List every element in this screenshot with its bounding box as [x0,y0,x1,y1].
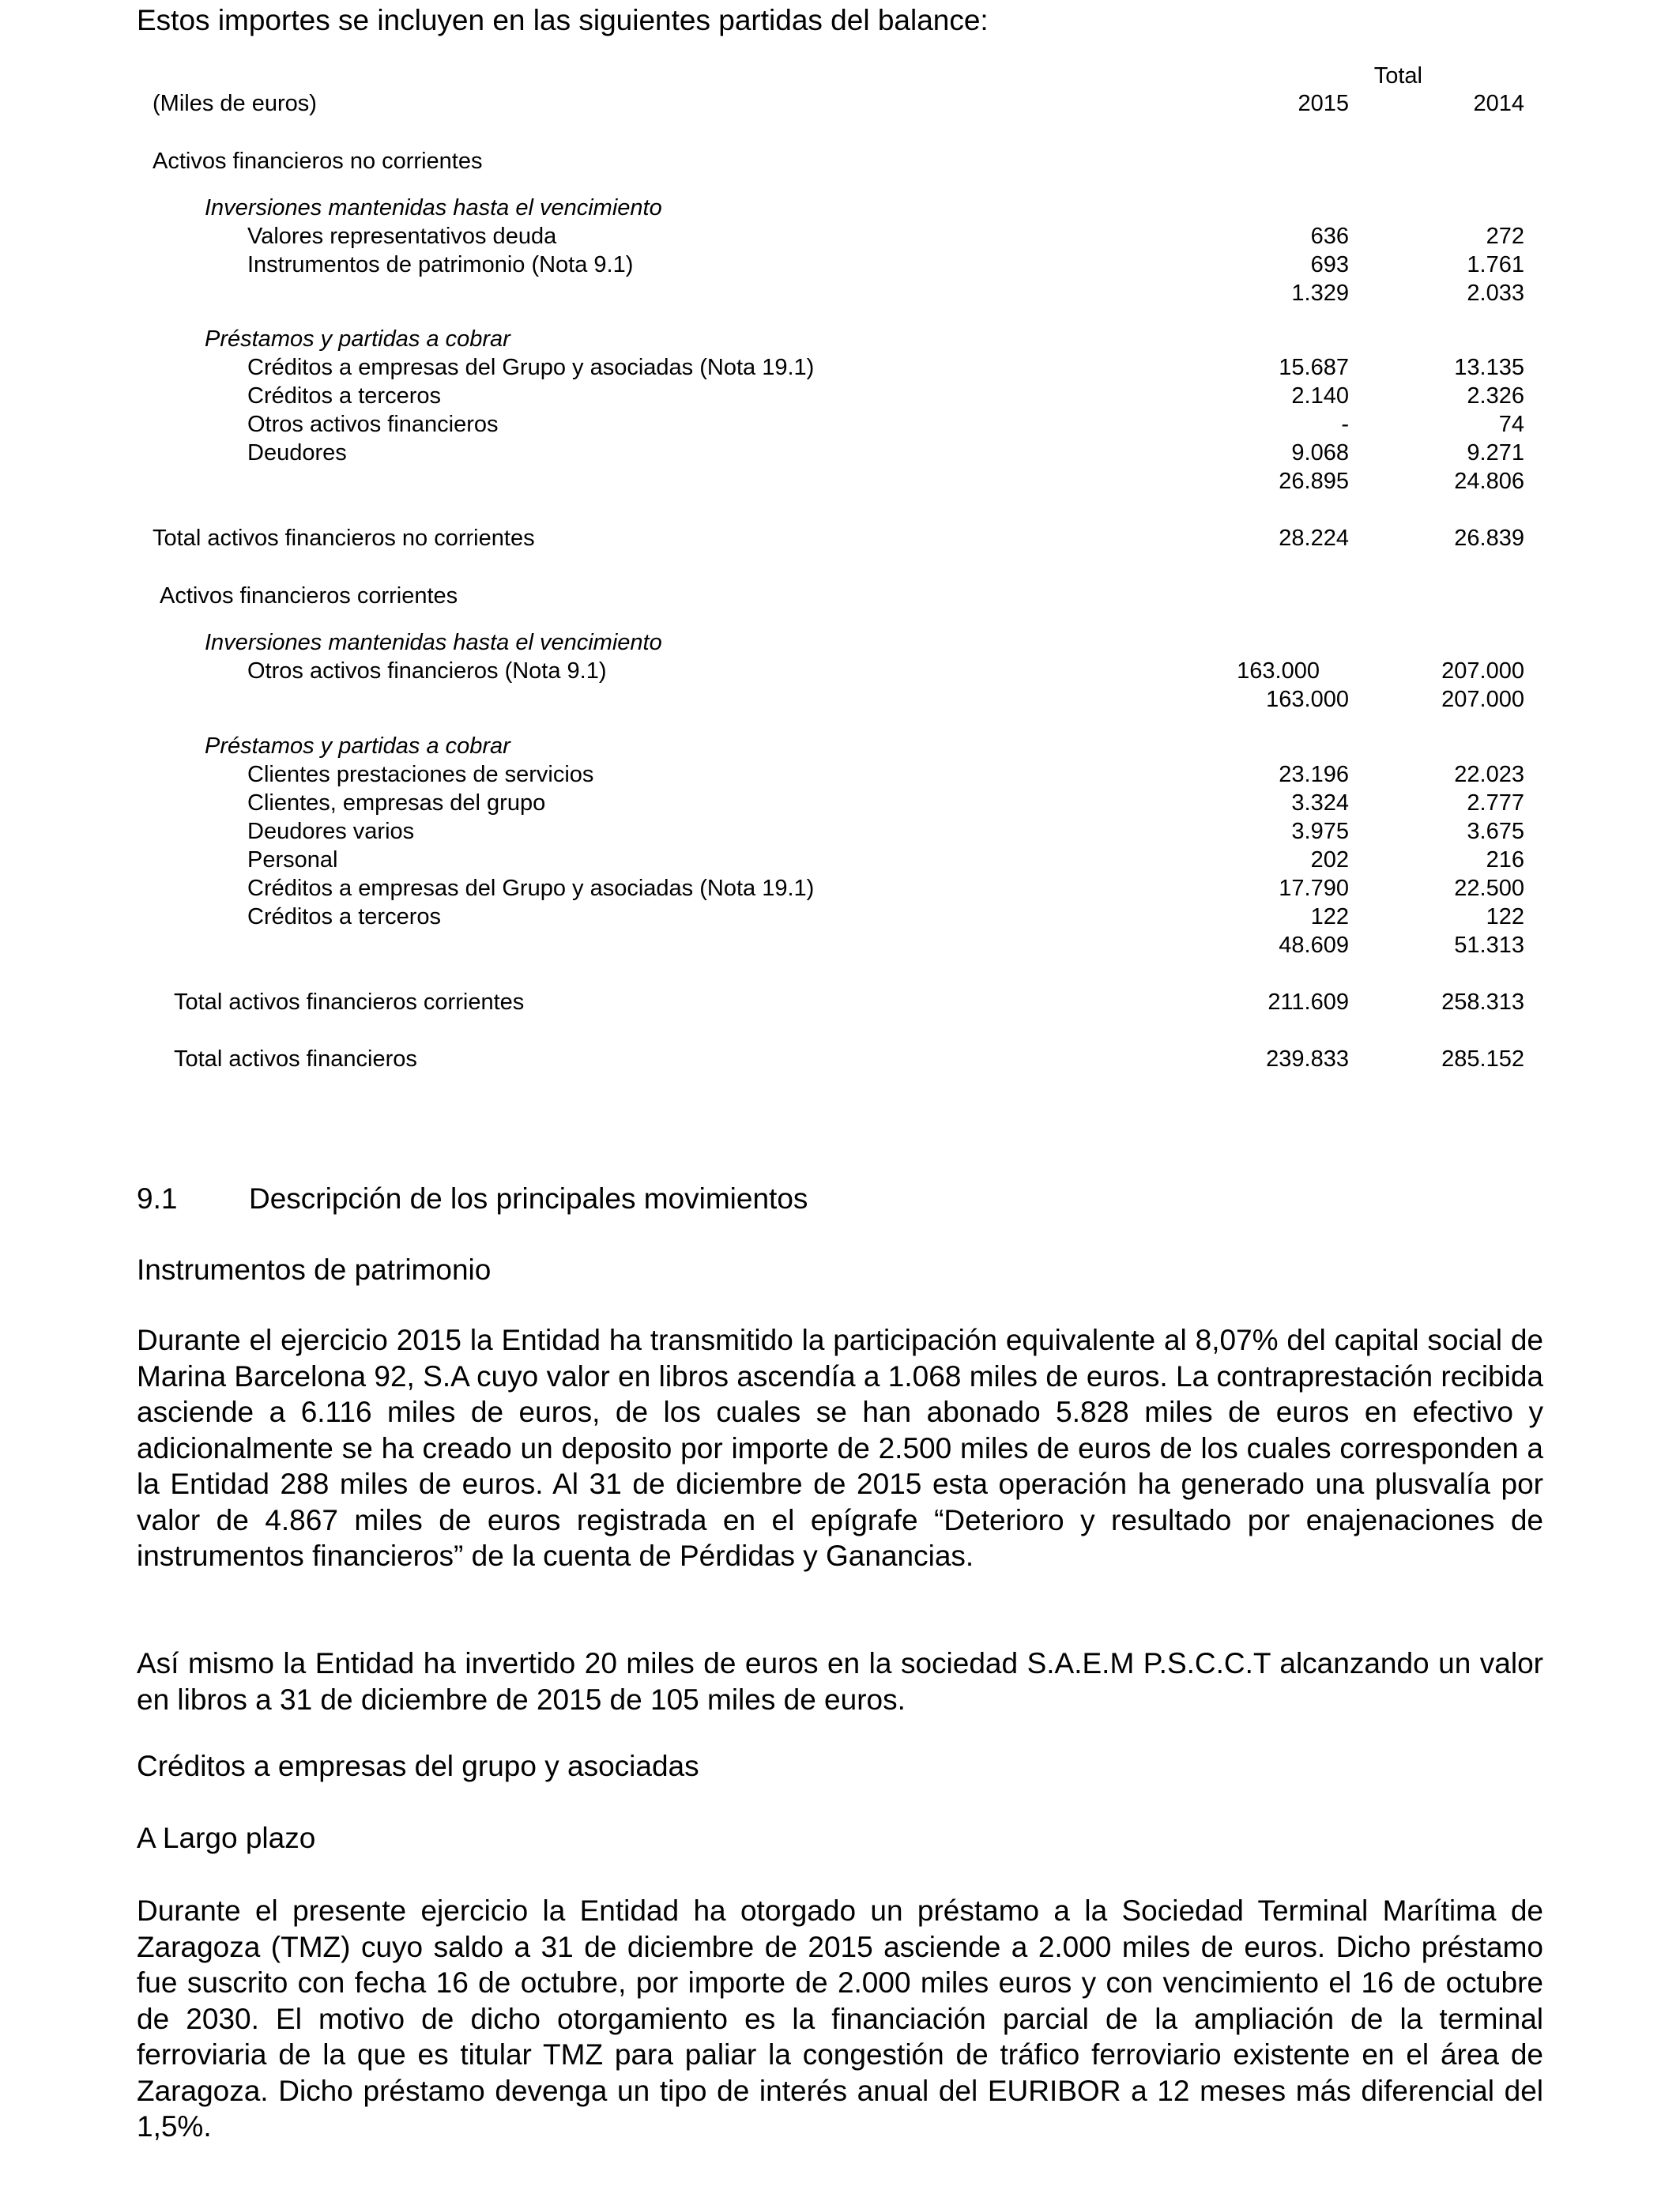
table-row-total [0,988,1680,1016]
value-2014: 207.000 [1441,687,1524,712]
table-header-row [0,89,1680,118]
row-label: Clientes, empresas del grupo [247,790,546,816]
row-label: Inversiones mantenidas hasta el vencimiento [205,630,662,655]
value-2015: 15.687 [1279,355,1349,380]
value-2015: 2.140 [1291,383,1349,409]
table-row [0,353,1680,382]
value-2015: 23.196 [1279,762,1349,787]
value-2015: 28.224 [1279,526,1349,551]
total-header: Total [1373,63,1422,89]
row-label: Instrumentos de patrimonio (Nota 9.1) [247,252,634,277]
value-2014: 258.313 [1441,990,1524,1015]
table-row-total [0,1045,1680,1073]
row-label: Préstamos y partidas a cobrar [205,733,510,759]
row-label: Inversiones mantenidas hasta el vencimiento [205,195,662,221]
row-label: Activos financieros no corrientes [153,149,483,174]
value-2014: 9.271 [1467,440,1524,466]
table-row [0,222,1680,251]
value-2014: 207.000 [1441,658,1524,684]
value-2015: 48.609 [1279,933,1349,958]
table-row [0,251,1680,279]
table-row [0,817,1680,846]
paragraph-tmz: Durante el presente ejercicio la Entidad ha otorgado un préstamo a la Sociedad Terminal Marítima de Zaragoza (TMZ) cuyo saldo a 31 de diciembre de 2015 asciende a 2.000 miles de euros. Dicho préstamo fue suscrito con fecha 16 de octubre, por importe de 2.000 miles euros y con vencimiento el 16 de octubre de 2030. El motivo de dicho otorgamiento es la financiación parcial de la ampliación de la terminal ferroviaria de la que es titular TMZ para paliar la congestión de tráfico ferroviario existente en el área de Zaragoza. Dicho préstamo devenga un tipo de interés anual del EURIBOR a 12 meses más diferencial del 1,5%. [137,1894,1543,2143]
value-2014: 24.806 [1454,469,1524,494]
value-2015: - [1341,412,1349,437]
row-label: Créditos a empresas del Grupo y asociadas (Nota 19.1) [247,355,815,380]
row-label: Personal [247,847,338,873]
table-row [0,846,1680,874]
value-2015: 239.833 [1266,1046,1349,1072]
table-row [0,194,1680,222]
table-row-subtotal [0,467,1680,496]
row-label: Total activos financieros corrientes [174,990,525,1015]
value-2014: 51.313 [1454,933,1524,958]
year-2014-header: 2014 [1473,91,1524,116]
value-2015: 26.895 [1279,469,1349,494]
subheading-largo-plazo: A Largo plazo [137,1822,316,1854]
value-2014: 216 [1486,847,1524,873]
row-label: Préstamos y partidas a cobrar [205,326,510,352]
table-row [0,628,1680,657]
value-2014: 2.777 [1467,790,1524,816]
value-2014: 2.326 [1467,383,1524,409]
table-row [0,410,1680,439]
value-2015: 17.790 [1279,876,1349,901]
row-label: Otros activos financieros [247,412,499,437]
value-2014: 22.023 [1454,762,1524,787]
value-2014: 74 [1498,412,1524,437]
table-row [0,325,1680,353]
row-label: Créditos a terceros [247,904,441,929]
row-label: Deudores [247,440,347,466]
table-row-subtotal [0,931,1680,959]
table-row-subtotal [0,685,1680,714]
subheading-instrumentos: Instrumentos de patrimonio [137,1253,492,1286]
table-row [0,903,1680,931]
value-2015: 1.329 [1291,281,1349,306]
table-row [0,582,1680,610]
table-row [0,657,1680,685]
row-label: Deudores varios [247,819,415,844]
table-row [0,760,1680,789]
value-2014: 2.033 [1467,281,1524,306]
units-label: (Miles de euros) [153,91,317,116]
table-row-total [0,524,1680,552]
subheading-creditos: Créditos a empresas del grupo y asociadas [137,1750,699,1782]
table-header-total [0,62,1680,90]
value-2014: 272 [1486,224,1524,249]
row-label: Valores representativos deuda [247,224,557,249]
value-2015: 122 [1310,904,1349,929]
value-2014: 285.152 [1441,1046,1524,1072]
balance-table [0,0,1680,1091]
intro-text: Estos importes se incluyen en las siguientes partidas del balance: [137,4,989,36]
row-label: Total activos financieros [174,1046,417,1072]
table-row [0,874,1680,903]
value-2015: 9.068 [1291,440,1349,466]
table-row [0,439,1680,467]
row-label: Créditos a empresas del Grupo y asociadas (Nota 19.1) [247,876,815,901]
section-number: 9.1 [137,1182,178,1215]
row-label: Clientes prestaciones de servicios [247,762,594,787]
row-label: Activos financieros corrientes [160,583,458,609]
value-2015: 3.324 [1291,790,1349,816]
table-row-subtotal [0,279,1680,307]
value-2015: 163.000 [1237,658,1320,684]
row-label: Otros activos financieros (Nota 9.1) [247,658,607,684]
value-2014: 122 [1486,904,1524,929]
value-2014: 3.675 [1467,819,1524,844]
row-label: Total activos financieros no corrientes [153,526,535,551]
table-row [0,147,1680,175]
paragraph-instrumentos: Durante el ejercicio 2015 la Entidad ha transmitido la participación equivalente al 8,07% del capital social de Marina Barcelona 92, S.A cuyo valor en libros ascendía a 1.068 miles de euros. La contraprestación recibida asciende a 6.116 miles de euros, de los cuales se han abonado 5.828 miles de euros en efectivo y adicionalmente se ha creado un deposito por importe de 2.500 miles de euros de los cuales corresponden a la Entidad 288 miles de euros. Al 31 de diciembre de 2015 esta operación ha generado una plusvalía por valor de 4.867 miles de euros registrada en el epígrafe “Deterioro y resultado por enajenaciones de instrumentos financieros” de la cuenta de Pérdidas y Ganancias. [137,1324,1543,1572]
value-2014: 13.135 [1454,355,1524,380]
year-2015-header: 2015 [1298,91,1349,116]
paragraph-saem: Así mismo la Entidad ha invertido 20 miles de euros en la sociedad S.A.E.M P.S.C.C.T alcanzando un valor en libros a 31 de diciembre de 2015 de 105 miles de euros. [137,1647,1543,1716]
value-2015: 693 [1310,252,1349,277]
table-row [0,732,1680,760]
value-2015: 202 [1310,847,1349,873]
row-label: Créditos a terceros [247,383,441,409]
value-2015: 3.975 [1291,819,1349,844]
value-2015: 163.000 [1266,687,1349,712]
value-2014: 26.839 [1454,526,1524,551]
table-row [0,789,1680,817]
value-2014: 22.500 [1454,876,1524,901]
value-2015: 636 [1310,224,1349,249]
section-heading [0,1181,1680,1217]
section-title: Descripción de los principales movimientos [249,1182,808,1215]
value-2014: 1.761 [1467,252,1524,277]
value-2015: 211.609 [1268,990,1349,1015]
table-row [0,382,1680,410]
